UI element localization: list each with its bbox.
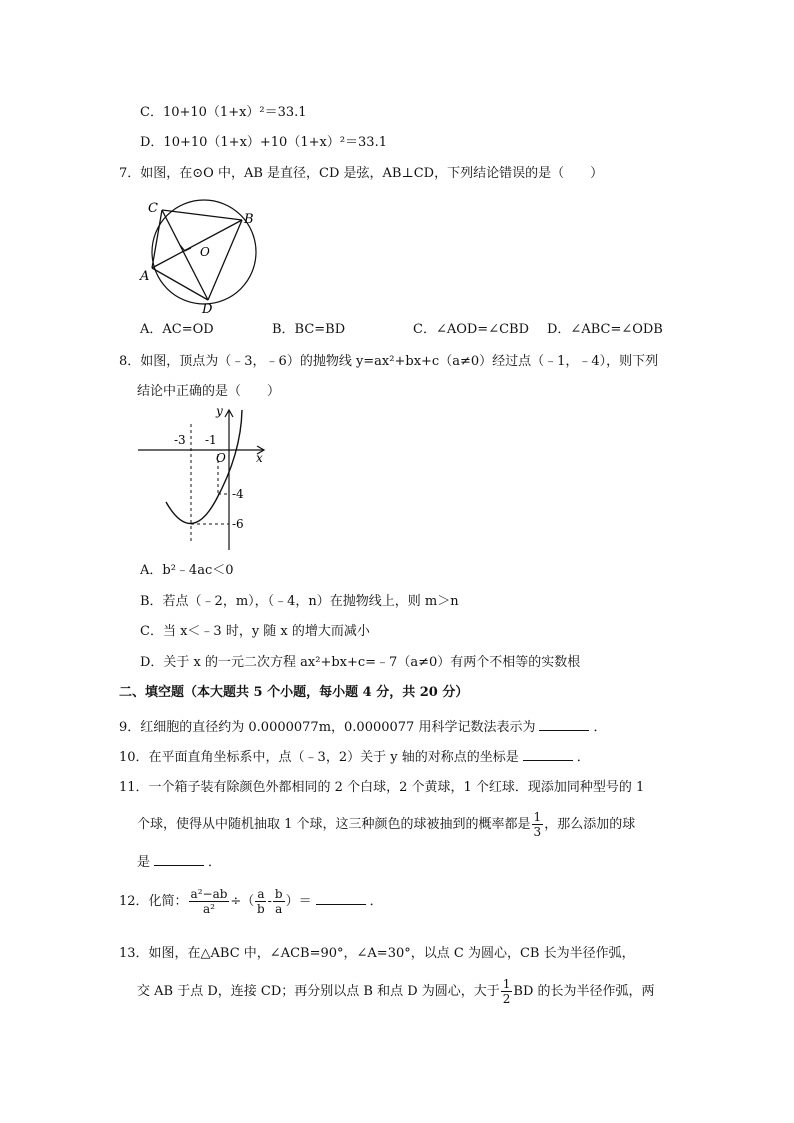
q8-option-a: A．b²﹣4ac＜0 [140, 563, 234, 578]
q13-line2-tail: BD 的长为半径作弧，两 [513, 984, 655, 999]
q7-label-a: A [140, 269, 150, 284]
q12-num: a²−ab [190, 887, 228, 901]
q7-circle-figure [138, 196, 268, 316]
q7-label-b: B [244, 212, 254, 227]
q11-line2 [137, 810, 635, 840]
q7-stem: 7．如图，在⊙O 中，AB 是直径，CD 是弦，AB⊥CD，下列结论错误的是（ ） [119, 166, 604, 181]
q12-f2-num: b [274, 887, 283, 901]
q12-answer-blank[interactable] [316, 892, 366, 905]
q7-label-d: D [202, 302, 213, 316]
q12-fraction-b-a [273, 887, 285, 916]
q13-line2-text: 交 AB 于点 D，连接 CD；再分别以点 B 和点 D 为圆心，大于 [137, 984, 500, 999]
q12-main-fraction [189, 887, 230, 916]
q13-line1: 13．如图，在△ABC 中，∠ACB=90°，∠A=30°，以点 C 为圆心，CB 长为半径作弧， [119, 946, 635, 961]
q8-label-minus1: -1 [205, 433, 217, 447]
q7-label-o: O [200, 245, 210, 259]
q7-option-d: D．∠ABC=∠ODB [547, 322, 663, 337]
q7-option-b: B．BC=BD [272, 322, 346, 337]
q6-option-d: D．10+10（1+x）+10（1+x）²＝33.1 [140, 135, 387, 150]
q11-answer-blank[interactable] [154, 853, 204, 866]
section-heading: 二、填空题（本大题共 5 个小题，每小题 4 分，共 20 分） [119, 685, 469, 700]
q8-option-d: D．关于 x 的一元二次方程 ax²+bx+c=﹣7（a≠0）有两个不相等的实数根 [140, 655, 581, 670]
q8-stem-line2: 结论中正确的是（ ） [137, 384, 281, 399]
q13-frac-num: 1 [502, 977, 511, 991]
q9-text: 9．红细胞的直径约为 0.0000077m，0.0000077 用科学记数法表示为 [119, 720, 536, 735]
q8-label-y: y [216, 404, 223, 418]
q11-line2-tail: ，那么添加的球 [544, 817, 636, 832]
q8-label-minus6: -6 [232, 517, 244, 531]
q12: 12．化简： $\frac{\text{a²−ab}}{\text{a²}}$ ÷（ $\frac{a}{b}$ - $\frac{b}{a}$ ）＝ ． [119, 887, 383, 916]
q12-suffix: ）＝ [285, 894, 312, 909]
q8-label-minus4: -4 [232, 487, 244, 501]
q12-mid: ÷（ [230, 894, 255, 909]
q13-frac-den: 2 [502, 992, 511, 1006]
q11-frac-num: 1 [533, 810, 542, 824]
q12-fraction-a-b [255, 887, 266, 916]
q8-parabola-figure [132, 404, 272, 554]
q13-line2 [137, 977, 655, 1007]
q10: 10．在平面直角坐标系中，点（﹣3，2）关于 y 轴的对称点的坐标是 ． [119, 750, 590, 765]
q12-f2-den: a [275, 902, 283, 916]
q8-label-o: O [216, 451, 226, 465]
q9: 9．红细胞的直径约为 0.0000077m，0.0000077 用科学记数法表示为 ． [119, 720, 607, 735]
q8-label-minus3: -3 [174, 433, 186, 447]
q7-option-c: C．∠AOD=∠CBD [413, 322, 530, 337]
q8-label-x: x [256, 451, 263, 465]
q11-line3-text: 是 [137, 855, 151, 870]
q12-f1-den: b [257, 902, 265, 916]
q8-option-b: B．若点（﹣2，m），（﹣4，n）在抛物线上，则 m＞n [140, 594, 459, 609]
q6-option-c: C．10+10（1+x）²＝33.1 [140, 105, 307, 120]
q8-option-c: C．当 x＜﹣3 时，y 随 x 的增大而减小 [140, 624, 370, 639]
q13-fraction [501, 977, 513, 1006]
q10-answer-blank[interactable] [523, 748, 573, 761]
q11-frac-den: 3 [533, 825, 542, 839]
q11-fraction [532, 810, 544, 839]
q12-prefix: 12．化简： [119, 894, 188, 909]
q12-den: a² [202, 902, 215, 916]
q12-minus: - [267, 894, 272, 909]
q11-line2-text: 个球，使得从中随机抽取 1 个球，这三种颜色的球被抽到的概率都是 [137, 817, 531, 832]
q11-line1: 11．一个箱子装有除颜色外都相同的 2 个白球，2 个黄球，1 个红球．现添加同种型号的 1 [119, 780, 645, 795]
q12-f1-num: a [257, 887, 265, 901]
q10-text: 10．在平面直角坐标系中，点（﹣3，2）关于 y 轴的对称点的坐标是 [119, 750, 519, 765]
q7-option-a: A．AC=OD [140, 322, 214, 337]
q8-stem-line1: 8．如图，顶点为（﹣3，﹣6）的抛物线 y=ax²+bx+c（a≠0）经过点（﹣1，﹣4），则下列 [119, 354, 659, 369]
q11-line3: 是 ． [137, 855, 222, 870]
q7-label-c: C [148, 201, 158, 216]
q9-answer-blank[interactable] [539, 718, 589, 731]
